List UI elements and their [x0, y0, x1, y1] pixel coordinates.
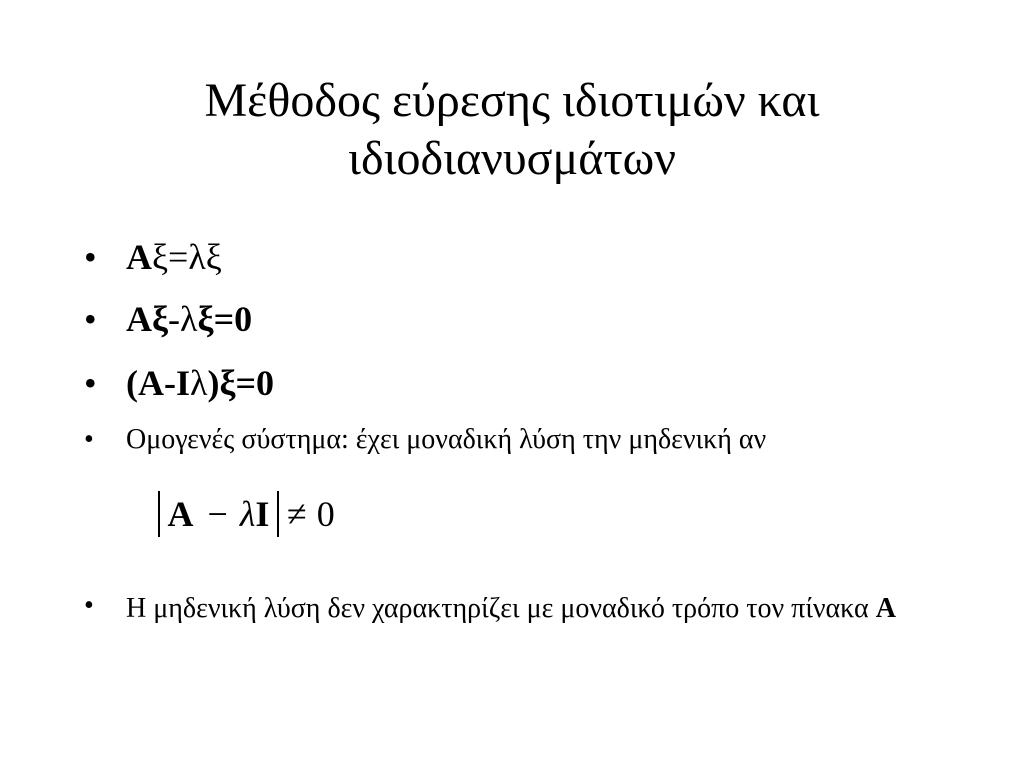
bullet-icon: • [84, 590, 94, 621]
equation-2-rest: ξ=0 [197, 299, 253, 339]
bullet-icon: • [84, 424, 94, 455]
matrix-a: A [126, 237, 152, 277]
title-line-1: Μέθοδος εύρεσης ιδιοτιμών και [204, 74, 820, 127]
bullet-icon: • [84, 363, 97, 403]
bullet-item-zero-solution [84, 590, 946, 628]
bullet-item-rearranged-equation [84, 298, 252, 340]
bullet-item-homogeneous-system [84, 424, 766, 456]
equation-1-rest: ξ=λξ [152, 237, 222, 277]
formula-zero: 0 [316, 494, 335, 534]
equation-3-lambda: λ [189, 363, 208, 403]
formula-not-equal: ≠ [286, 494, 307, 534]
equation-3 [126, 362, 274, 404]
equation-3-open: (A-I [126, 363, 190, 403]
bullet-icon: • [84, 299, 97, 339]
bullet-item-eigen-equation [84, 236, 222, 278]
homogeneous-text: Ομογενές σύστημα: έχει μοναδική λύση την μηδενική αν [126, 424, 767, 455]
formula-identity: I [255, 494, 270, 534]
equation-1 [126, 236, 222, 278]
zero-solution-body: Η μηδενική λύση δεν χαρακτηρίζει με μοναδικό τρόπο τον πίνακα [126, 593, 876, 624]
equation-2-left: Aξ [126, 299, 169, 339]
equation-3-rest: )ξ=0 [207, 363, 275, 403]
equation-2-minus: - [168, 299, 181, 339]
equation-2 [126, 298, 252, 340]
formula-minus: − [207, 494, 228, 534]
slide-title [60, 72, 964, 188]
formula-matrix-a: A [167, 494, 194, 534]
bullet-item-factored-equation [84, 362, 274, 404]
zero-solution-text [126, 590, 946, 628]
equation-2-lambda: λ [180, 299, 198, 339]
determinant-bar-right [277, 491, 279, 537]
zero-solution-matrix-a: A [875, 593, 896, 624]
bullet-icon: • [84, 237, 97, 277]
determinant-condition [158, 490, 335, 538]
determinant-bar-left [158, 491, 160, 537]
title-line-2: ιδιοδιανυσμάτων [348, 132, 676, 185]
formula-lambda: λ [239, 494, 256, 534]
